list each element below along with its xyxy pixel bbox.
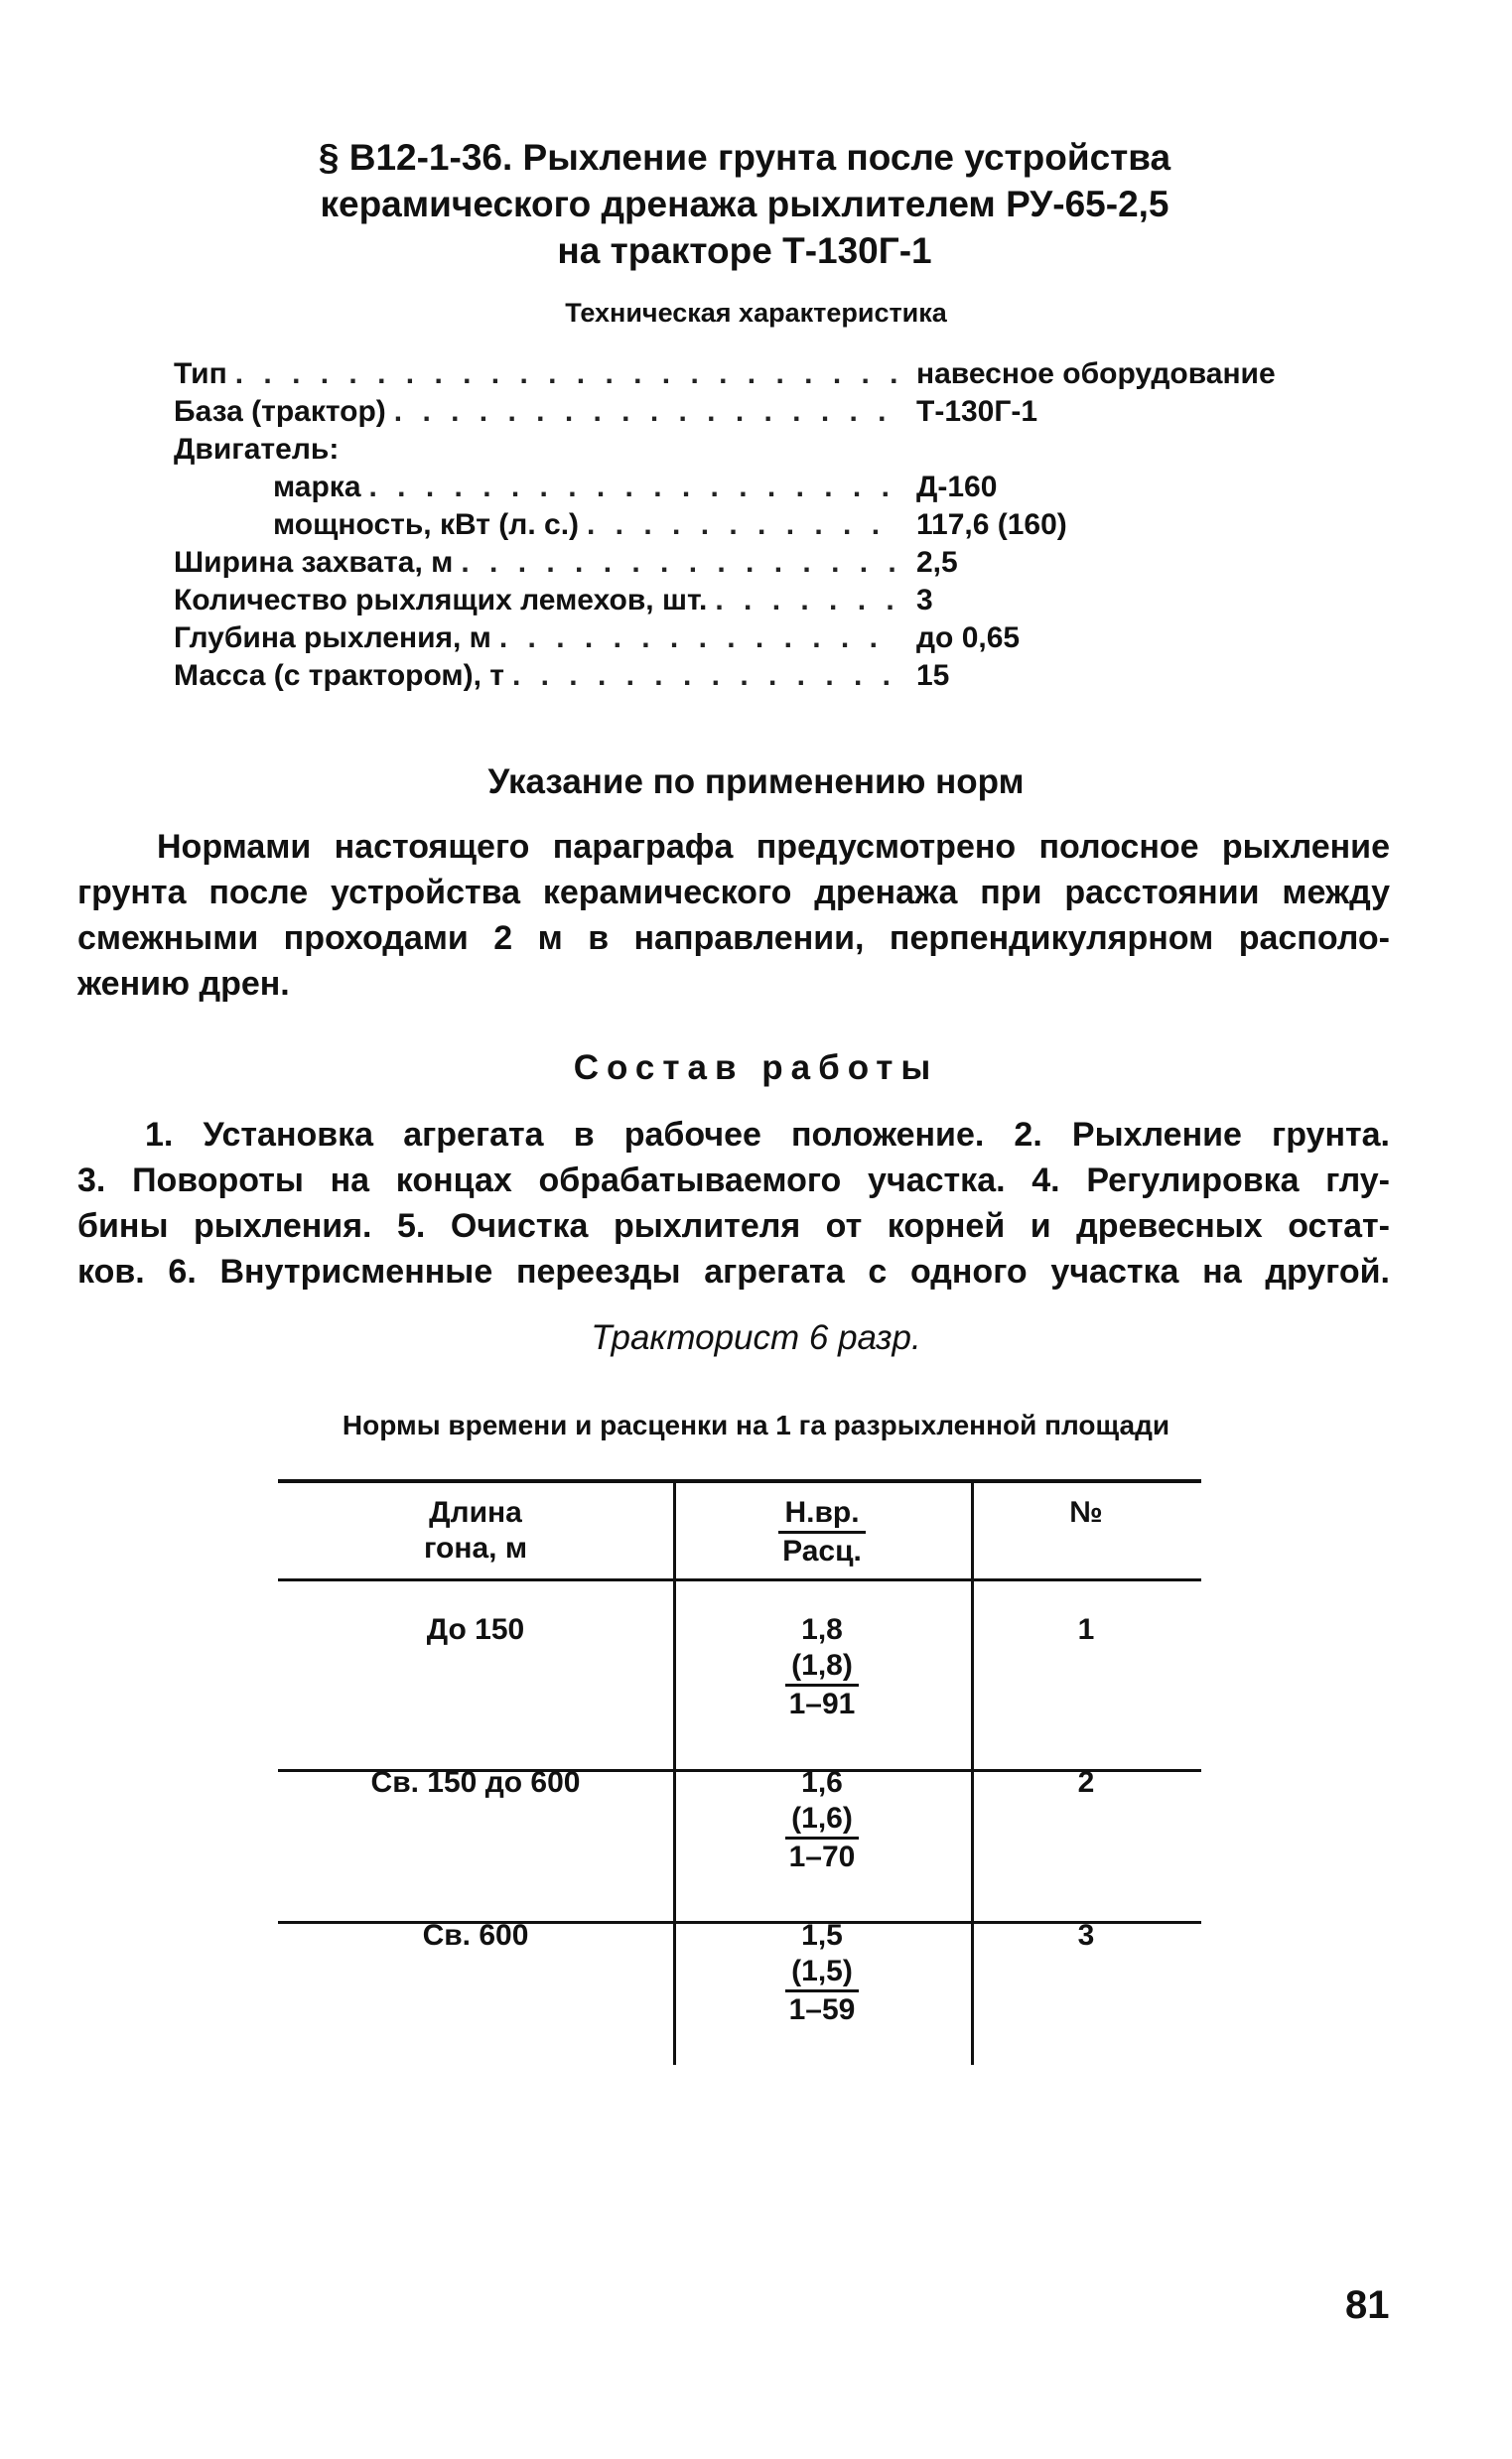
dot-leader [715,582,898,619]
norm-value: 1,6 [801,1766,843,1799]
title-line-2: керамического дренажа рыхлителем РУ-65-2,5 [320,184,1169,224]
header-length: Длина гона, м [423,1496,528,1565]
cell-number: 3 [1077,1919,1095,1952]
spec-row [174,544,1315,582]
header-norm-rate: Н.вр. Расц. [673,1495,971,1570]
spec-label: Глубина рыхления, м [174,621,491,654]
dot-leader [369,469,898,506]
work-line: 3. Повороты на концах обрабатываемого участка. 4. Регулировка глу- [77,1161,1390,1199]
dot-leader [461,544,898,582]
title-line-3: на тракторе Т-130Г-1 [557,230,932,271]
spec-value: 2,5 [916,546,958,579]
spec-value: 3 [916,584,933,616]
cell-length: До 150 [426,1613,525,1646]
spec-label-cell [174,619,898,657]
spec-label: Масса (с трактором), т [174,659,504,692]
work-heading: Состав работы [573,1048,939,1087]
title-line-1: § В12-1-36. Рыхление грунта после устройства [318,137,1171,178]
rate-value: 1–70 [788,1841,856,1873]
spec-value: до 0,65 [916,621,1021,654]
dot-leader [512,657,898,695]
dot-leader [394,393,898,431]
spec-row [174,657,1315,695]
header-number: № [1069,1496,1103,1529]
cell-number: 2 [1077,1766,1095,1799]
dot-leader [235,355,898,393]
spec-label: Двигатель: [174,433,340,466]
work-line: бины рыхления. 5. Очистка рыхлителя от корней и древесных остат- [77,1207,1390,1245]
spec-label: марка [273,471,361,503]
spec-label-cell [174,431,898,469]
spec-label-cell [174,355,898,393]
dot-leader [587,506,898,544]
usage-paragraph [77,824,1390,1007]
usage-line: Нормами настоящего параграфа предусмотрено полосное рыхление [157,828,1390,866]
rate-value: 1–59 [788,1993,856,2026]
spec-row [174,582,1315,619]
spec-row [174,355,1315,393]
table-header-rule [278,1578,1201,1581]
cell-norm-rate [673,1918,971,2028]
spec-row [174,393,1315,431]
table-top-rule [278,1479,1201,1483]
cell-norm-rate [673,1612,971,1722]
spec-value: навесное оборудование [916,357,1276,390]
spec-row [174,619,1315,657]
cell-length: Св. 150 до 600 [370,1766,581,1799]
usage-line: смежными проходами 2 м в направлении, перпендикулярном располо- [77,919,1390,957]
spec-label-cell [174,469,898,506]
work-line: ков. 6. Внутрисменные переезды агрегата с одного участка на другой. [77,1253,1390,1291]
spec-row [174,506,1315,544]
usage-line: грунта после устройства керамического дренажа при расстоянии между [77,874,1390,911]
norm-value: 1,8 [801,1613,843,1646]
cell-norm-rate [673,1765,971,1875]
specs-heading: Техническая характеристика [565,298,947,328]
norm-paren-value: (1,5) [785,1954,859,1992]
specs-list [174,355,1315,695]
rate-value: 1–91 [788,1688,856,1720]
spec-label-cell [174,657,898,695]
spec-row [174,469,1315,506]
usage-line: жению дрен. [77,965,290,1003]
norm-paren-value: (1,8) [785,1648,859,1687]
work-paragraph [77,1112,1390,1295]
spec-row [174,431,1315,469]
norm-value: 1,5 [801,1919,843,1952]
spec-value: Т-130Г-1 [916,395,1038,428]
dot-leader [499,619,898,657]
spec-label: База (трактор) [174,395,386,428]
spec-label-cell [174,506,898,544]
spec-label: Тип [174,357,227,390]
worker-grade: Тракторист 6 разр. [591,1318,921,1357]
spec-label-cell [174,544,898,582]
cell-number: 1 [1077,1613,1095,1646]
norms-table [278,1479,1201,2065]
table-title: Нормы времени и расценки на 1 га разрыхленной площади [342,1410,1170,1440]
spec-label: Ширина захвата, м [174,546,454,579]
spec-label: мощность, кВт (л. с.) [273,508,580,541]
cell-length: Св. 600 [422,1919,529,1952]
spec-value: Д-160 [916,471,998,503]
spec-label-cell [174,393,898,431]
section-title [199,134,1291,274]
spec-label: Количество рыхлящих лемехов, шт. [174,584,708,616]
page-number: 81 [1345,2283,1390,2327]
usage-heading: Указание по применению норм [487,762,1025,801]
work-line: 1. Установка агрегата в рабочее положение. 2. Рыхление грунта. [145,1116,1390,1154]
norm-paren-value: (1,6) [785,1801,859,1840]
spec-value: 15 [916,659,950,692]
spec-label-cell [174,582,898,619]
spec-value: 117,6 (160) [916,508,1067,541]
